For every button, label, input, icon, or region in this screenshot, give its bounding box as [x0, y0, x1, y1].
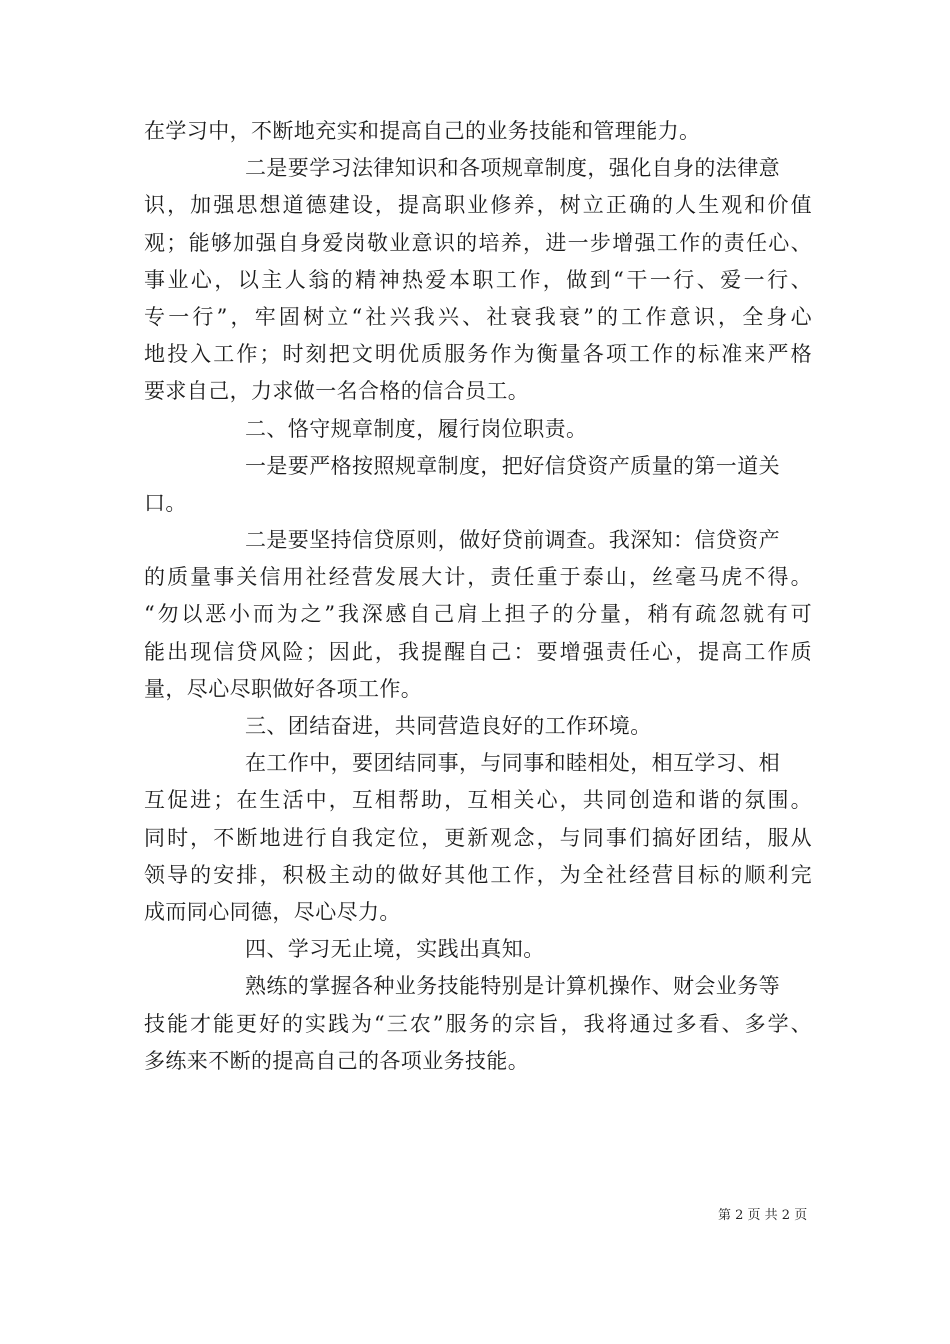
paragraph-line: 口。 [144, 490, 187, 515]
page-number-footer: 第 2 页 共 2 页 [718, 1208, 808, 1223]
paragraph-line: 互促进；在生活中，互相帮助，互相关心，共同创造和谐的氛围。 [144, 788, 812, 813]
paragraph-line: 专一行”，牢固树立“社兴我兴、社衰我衰”的工作意识，全身心 [144, 304, 812, 329]
paragraph-line: 要求自己，力求做一名合格的信合员工。 [144, 379, 530, 404]
paragraph-line: 事业心，以主人翁的精神热爱本职工作，做到“干一行、爱一行、 [144, 267, 812, 292]
document-body [144, 113, 812, 1080]
paragraph-line: 的质量事关信用社经营发展大计，责任重于泰山，丝毫马虎不得。 [144, 565, 812, 590]
paragraph-line: 在学习中，不断地充实和提高自己的业务技能和管理能力。 [144, 119, 701, 143]
paragraph-line: 观；能够加强自身爱岗敬业意识的培养，进一步增强工作的责任心、 [144, 230, 812, 255]
paragraph-line: 一是要严格按照规章制度，把好信贷资产质量的第一道关 [245, 453, 780, 478]
paragraph-line: 多练来不断的提高自己的各项业务技能。 [144, 1048, 530, 1073]
paragraph-line: 量，尽心尽职做好各项工作。 [144, 676, 423, 701]
paragraph-line: 熟练的掌握各种业务技能特别是计算机操作、财会业务等 [245, 974, 780, 999]
paragraph-line: 地投入工作；时刻把文明优质服务作为衡量各项工作的标准来严格 [144, 342, 812, 367]
section-heading: 三、团结奋进，共同营造良好的工作环境。 [245, 714, 652, 738]
paragraph-line: “勿以恶小而为之”我深感自己肩上担子的分量，稍有疏忽就有可 [144, 602, 812, 627]
paragraph-line: 识，加强思想道德建设，提高职业修养，树立正确的人生观和价值 [144, 193, 812, 218]
paragraph-line: 二是要坚持信贷原则，做好贷前调查。我深知：信贷资产 [245, 528, 780, 553]
paragraph-line: 技能才能更好的实践为“三农”服务的宗旨，我将通过多看、多学、 [144, 1011, 812, 1036]
paragraph-line: 成而同心同德，尽心尽力。 [144, 899, 401, 924]
paragraph-line: 在工作中，要团结同事，与同事和睦相处，相互学习、相 [245, 751, 780, 776]
section-heading: 二、恪守规章制度，履行岗位职责。 [245, 416, 588, 441]
section-heading: 四、学习无止境，实践出真知。 [245, 937, 545, 962]
paragraph-line: 能出现信贷风险；因此，我提醒自己：要增强责任心，提高工作质 [144, 639, 812, 664]
paragraph-line: 二是要学习法律知识和各项规章制度，强化自身的法律意 [245, 156, 780, 181]
paragraph-line: 领导的安排，积极主动的做好其他工作，为全社经营目标的顺利完 [144, 862, 812, 887]
paragraph-line: 同时，不断地进行自我定位，更新观念，与同事们搞好团结，服从 [144, 825, 812, 850]
